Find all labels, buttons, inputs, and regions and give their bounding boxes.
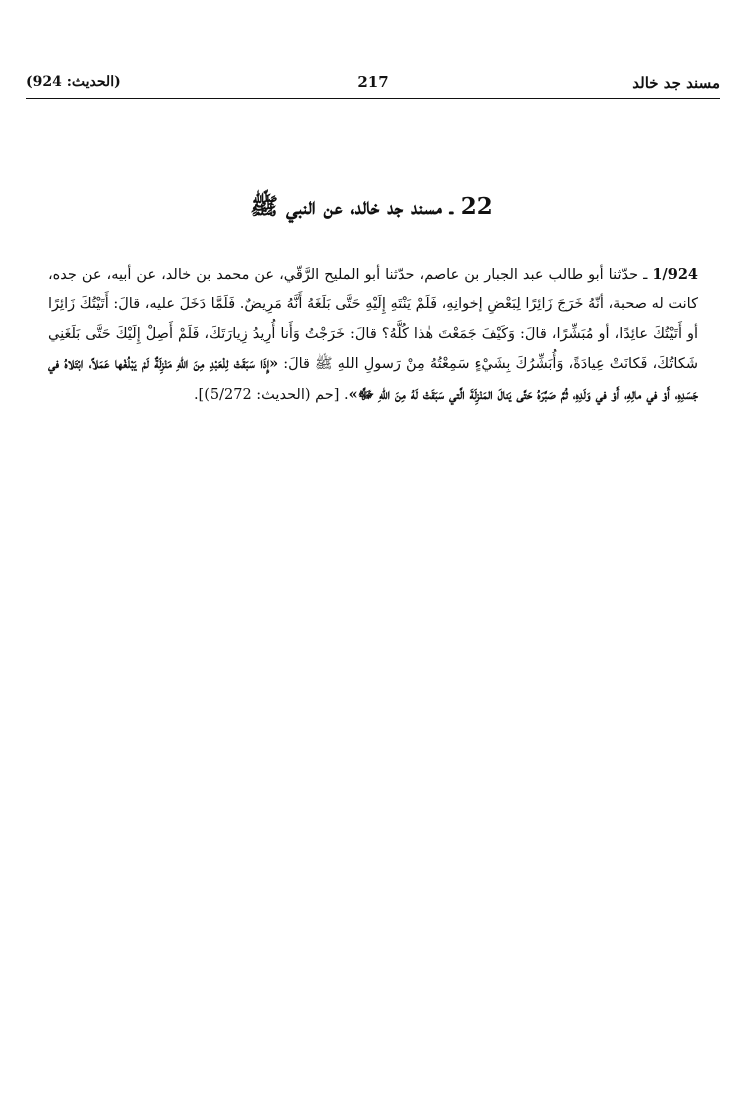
hadith-body: ـ حدّثنا أبو طالب عبد الجبار بن عاصم، حدّثنا أبو المليح الرَّقّي، عن محمد بن خالد، عن أبيه، عن جده، كانت له صحبة، أنّهُ خَرَجَ زَائِرًا لِبَعْضِ إخوانِهِ، فَلَمْ يَنْتَهِ إِلَيْهِ حَتَّى بَلَغَهُ أَنَّهُ مَرِيضٌ. فَلَمَّا دَخَلَ عليه، قالَ: أَتَيْتُكَ زَائِرًا أو أَتَيْتُكَ عائِدًا، أو مُبَشِّرًا، قالَ: وَكَيْفَ جَمَعْتَ هٰذا كُلَّهُ؟ قالَ: خَرَجْتُ وَأَنا أُرِيدُ زِيارَتَكَ، فَلَمْ أَصِلْ إِلَيْكَ حَتَّى بَلَغَنِي شَكاتُكَ، فَكانَتْ عِيادَةً، وَأُبَشِّرُكَ بِشَيْءٍ سَمِعْتُهُ مِنْ رَسولِ اللهِ ﷺ قالَ: <box>48 266 698 373</box>
book-title: مسند جد خالد <box>632 74 720 92</box>
chapter-title: 22 ـ مسند جد خالد، عن النبي ﷺ <box>250 193 493 220</box>
prophet-quote: «إِذَا سَبَقَتْ لِلْعَبْدِ مِنَ اللهِ مَنْزِلَةٌ لَمْ يَبْلُغْها عَمَلاً، ابْتَلاهُ في جَسَدِهِ، أَوْ في مالِهِ، أَوْ في وَلَدِهِ، ثُمَّ صَبَّرَهُ حَتَّى يَنالَ المَنْزِلَةَ الَّتي سَبَقَتْ لَهُ مِنَ اللهِ ﷻ» <box>48 355 698 403</box>
page-number: 217 <box>357 73 389 91</box>
running-header <box>26 70 720 96</box>
hadith-paragraph <box>48 260 698 411</box>
hadith-citation: . [حم (الحديث: 5/272)]. <box>193 386 349 403</box>
header-divider <box>26 98 720 99</box>
hadith-number: 1/924 <box>652 265 698 283</box>
hadith-reference: (الحديث: 924) <box>26 74 121 90</box>
